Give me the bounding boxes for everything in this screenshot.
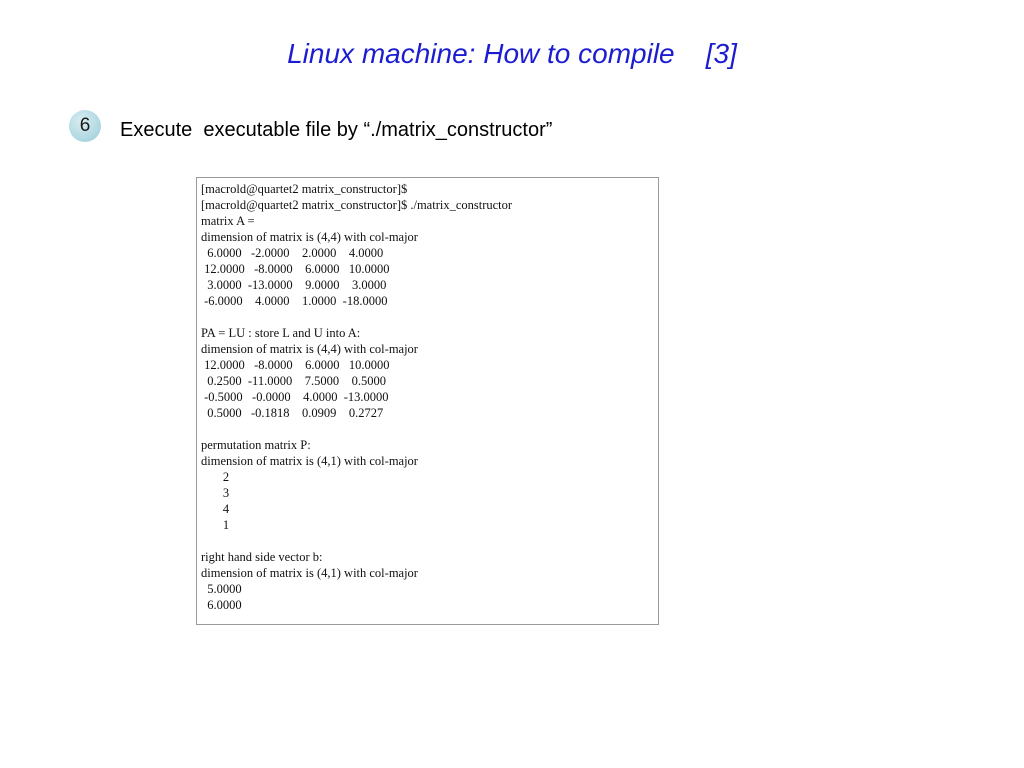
terminal-line: 1: [201, 518, 230, 532]
terminal-line: 6.0000: [201, 598, 242, 612]
terminal-line: -0.5000 -0.0000 4.0000 -13.0000: [201, 390, 389, 404]
terminal-line: 3.0000 -13.0000 9.0000 3.0000: [201, 278, 387, 292]
terminal-line: dimension of matrix is (4,4) with col-major: [201, 230, 418, 244]
terminal-line: [macrold@quartet2 matrix_constructor]$ ./matrix_constructor: [201, 198, 513, 212]
terminal-line: 4: [201, 502, 230, 516]
terminal-line: 12.0000 -8.0000 6.0000 10.0000: [201, 262, 390, 276]
slide-title: Linux machine: How to compile [3]: [287, 38, 737, 69]
terminal-line: [macrold@quartet2 matrix_constructor]$: [201, 182, 408, 196]
terminal-line: dimension of matrix is (4,4) with col-major: [201, 342, 418, 356]
step-instruction: Execute executable file by “./matrix_constructor”: [120, 119, 553, 141]
terminal-line: dimension of matrix is (4,1) with col-major: [201, 454, 418, 468]
terminal-line: 6.0000 -2.0000 2.0000 4.0000: [201, 246, 384, 260]
terminal-line: 2: [201, 470, 230, 484]
terminal-line: -6.0000 4.0000 1.0000 -18.0000: [201, 294, 388, 308]
terminal-line: [201, 309, 658, 325]
terminal-line: 12.0000 -8.0000 6.0000 10.0000: [201, 358, 390, 372]
terminal-line: 0.5000 -0.1818 0.0909 0.2727: [201, 406, 384, 420]
terminal-output-screenshot: [196, 177, 659, 625]
terminal-line: 5.0000: [201, 582, 242, 596]
terminal-line: 3: [201, 486, 230, 500]
terminal-line: 0.2500 -11.0000 7.5000 0.5000: [201, 374, 386, 388]
step-number-badge: 6: [69, 110, 101, 142]
terminal-line: right hand side vector b:: [201, 550, 323, 564]
terminal-line: PA = LU : store L and U into A:: [201, 326, 361, 340]
terminal-line: dimension of matrix is (4,1) with col-major: [201, 566, 418, 580]
terminal-line: [201, 533, 658, 549]
terminal-line: permutation matrix P:: [201, 438, 311, 452]
terminal-line: matrix A =: [201, 214, 255, 228]
terminal-line: [201, 421, 658, 437]
